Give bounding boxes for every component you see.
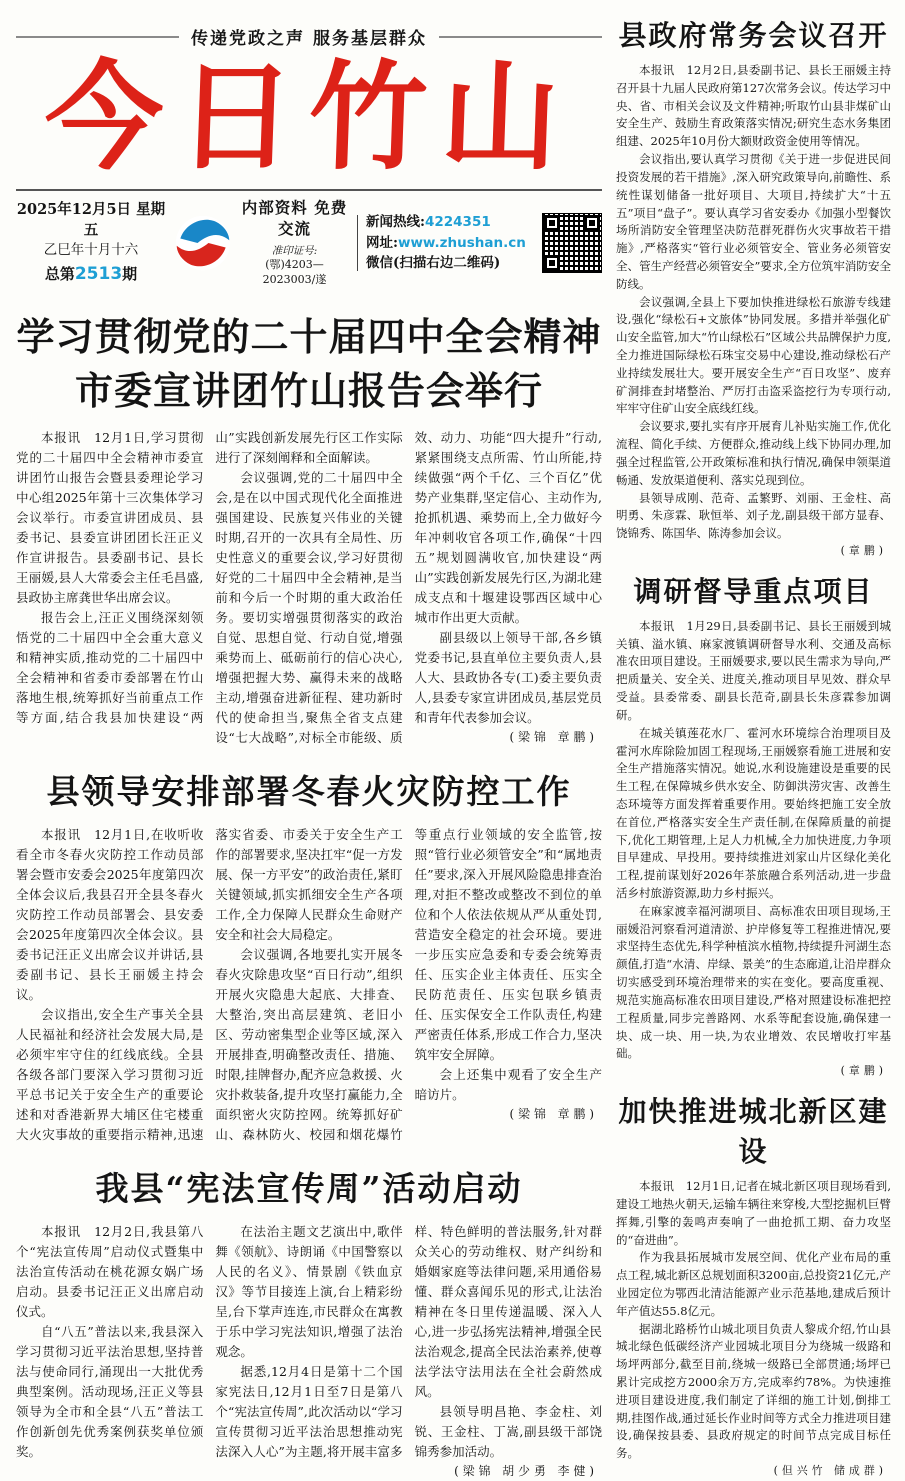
zhushan-logo-icon [174,214,232,272]
paragraph: 会上还集中观看了安全生产暗访片。 [414,1066,602,1102]
qr-finder-icon [584,215,600,231]
article-body [16,428,602,748]
wechat-qr-code [542,213,602,273]
issue-prefix: 总第 [44,265,75,284]
byline: (章鹏) [840,1064,887,1078]
paragraph: 据湖北路桥竹山城北项目负责人黎成介绍,竹山县城北绿色低碳经济产业园城北项目分为绕城一级路和场坪两部分,截至目前,绕城一级路已全部贯通;场坪已累计完成挖方2000余万方,完成率约78%。为快速推进项目建设进度,我们制定了详细的施工计划,倒排工期,挂图作战,通过延长作业时间等方式全力推进项目建设,确保按县委、县政府规定的时间节点完成目标任务。 [616,1321,891,1461]
issue-suffix: 期 [122,265,138,284]
issue-number-line [16,262,166,287]
contact-block [366,212,534,275]
article-body [616,1178,891,1480]
paragraph: 本报讯 12月1日,记者在城北新区项目现场看到,建设工地热火朝天,运输车辆往来穿梭,大型挖掘机巨臂挥舞,引擎的轰鸣声奏响了一曲抢抓工期、奋力攻坚的“奋进曲”。 [616,1179,891,1247]
hotline-number: 4224351 [424,213,491,230]
wechat-line: 微信(扫描右边二维码) [366,255,501,272]
paragraph: 报告会上,汪正义围绕深刻领悟党的二十届四中全会重大意义和精神实质,推动党的二十届四中全会精神和省委市委部署在竹山落地生根,统筹抓好当前重点工作等方面,结合我县加快建设“两山”实践创新发展先行区工作实际进行了深刻阐释和全面解读。 [16,429,403,725]
publication-date: 2025年12月5日 星期五 [16,200,166,239]
right-column [616,10,891,1478]
paragraph: 县领导明昌艳、李金柱、刘锐、王金柱、丁嵩,副县级干部饶锦秀参加活动。 [414,1403,602,1459]
headline-line-2: 市委宣讲团竹山报告会举行 [74,367,543,413]
article-body [616,62,891,560]
slogan-rule-right [439,36,602,38]
masthead-slogan: 传递党政之声 服务基层群众 [191,29,427,49]
article-headline: 加快推进城北新区建设 [618,1095,889,1169]
hotline-line [366,212,534,233]
article-headline: 县领导安排部署冬春火灾防控工作 [46,771,572,811]
paragraph: 会议指出,要认真学习贯彻《关于进一步促进民间投资发展的若干措施》,深入研究政策导向,前瞻性、系统性谋划储备一批好项目、大项目,持续扩大“十五五”项目“盘子”。要认真学习省安委办《加强小型餐饮场所消防安全管理坚决防范群死群伤火灾事故若干措施》,严格落实“管行业必须管安全、管业务必须管安全、管生产经营必须管安全”要求,全方位筑牢消防安全防线。 [616,152,891,291]
paragraph: 本报讯 12月1日,学习贯彻党的二十届四中全会精神市委宣讲团竹山报告会暨县委理论学习中心组2025年第十三次集体学习会议举行。市委宣讲团成员、县委书记、县委宣讲团团长汪正义作宣讲报告。县委副书记、县长王丽媛,县人大常委会主任毛昌盛,县政协主席龚世华出席会议。 [16,429,204,605]
byline: (梁锦 胡少勇 李健) [454,1463,598,1478]
headline-line-1: 学习贯彻党的二十届四中全会精神 [16,313,602,359]
masthead [16,24,602,294]
date-block [16,199,166,287]
article-plenary-report [16,310,602,748]
qr-finder-icon [544,255,560,271]
article-headline: 我县“宪法宣传周”活动启动 [95,1168,523,1208]
paragraph: 会议强调,各地要扎实开展冬春火灾除患攻坚“百日行动”,组织开展火灾隐患大起底、大排查、大整治,突出高层建筑、老旧小区、劳动密集型企业等区域,深入开展排查,明确整改责任、措施、时限,挂牌督办,配齐应急救援、火灾扑救装备,提升攻坚打赢能力,全面织密火灾防控网。统筹抓好矿山、森林防火、校园和烟花爆竹等重点行业领域的安全监管,按照“管行业必须管安全”和“属地责任”要求,深入开展风险隐患排查治理,对拒不整改或整改不到位的单位和个人依法依规从严从重处罚,营造安全稳定的社会环境。要进一步压实应急委和专委会统筹责任、压实企业主体责任、压实全民防范责任、压实包联乡镇责任、压实保安全工作队责任,构建严密责任体系,形成工作合力,坚决筑牢安全屏障。 [215,826,602,1142]
article-constitution-week [16,1163,602,1481]
article-paragraphs [616,62,891,543]
qr-finder-icon [544,215,560,231]
paragraph: 自“八五”普法以来,我县深入学习贯彻习近平法治思想,坚持普法与使命同行,涌现出一大批优秀典型案例。活动现场,汪正义等县领导为全市和全县“八五”普法工作创新创先优秀案例获奖单位颁奖。 [16,1323,204,1459]
article-headline: 县政府常务会议召开 [618,19,889,52]
info-divider [357,215,358,271]
paragraph: 本报讯 12月1日,在收听收看全市冬春火灾防控工作动员部署会暨市安委会2025年度第四次全体会议后,我县召开全县冬春火灾防控工作动员部署会、县安委会2025年度第四次全体会议。县委书记汪正义出席会议并讲话,县委副书记、县长王丽媛主持会议。 [16,826,204,1002]
byline: (但兴竹 储成群) [773,1464,887,1478]
website-url: www.zhushan.cn [397,234,526,251]
article-key-projects-research [616,570,891,1080]
paragraph: 会议指出,安全生产事关全县人民福祉和经济社会发展大局,是必须牢牢守住的红线底线。全县各级各部门要深入学习贯彻习近平总书记关于安全生产的重要论述和对香港新界大埔区住宅楼重大火灾事故的重要指示精神,迅速落实省委、市委关于安全生产工作的部署要求,坚决扛牢“促一方发展、保一方平安”的政治责任,紧盯关键领域,抓实抓细安全生产各项工作,全力保障人民群众生命财产安全和社会大局稳定。 [16,826,403,1142]
paragraph: 本报讯 12月2日,县委副书记、县长王丽媛主持召开县十九届人民政府第127次常务会议。传达学习中央、省、市相关会议及文件精神;听取竹山县非煤矿山安全生产、鼓励生育政策落实情况;研究生态水务集团组建、2025年10月份大额财政资金使用等情况。 [616,63,891,149]
article-fire-prevention [16,766,602,1145]
paragraph: 本报讯 12月2日,我县第八个“宪法宣传周”启动仪式暨集中法治宣传活动在桃花源女娲广场启动。县委书记汪正义出席启动仪式。 [16,1223,204,1319]
paragraph: 会议要求,要扎实有序开展育儿补贴实施工作,优化流程、简化手续、方便群众,推动线上线下协同办理,加强全过程监管,公开政策标准和执行情况,确保申领渠道畅通、发放渠道便利、落实兑现到位。 [616,419,891,487]
article-gov-executive-meeting [616,14,891,560]
paragraph: 在城关镇莲花水厂、霍河水环境综合治理项目及霍河水库除险加固工程现场,王丽媛察看施工进展和安全生产措施落实情况。她说,水利设施建设是重要的民生工程,在保障城乡供水安全、防御洪涝灾害、改善生态环境等方面发挥着重要作用。要始终把施工安全放在首位,严格落实安全生产责任制,在保障质量的前提下,优化工期管理,上足人力机械,全力加快进度,力争项目早建成、早投用。要持续推进刘家山片区绿化美化工程,提前谋划好2026年茶旅融合系列活动,进一步盘活乡村旅游资源,助力乡村振兴。 [616,725,891,901]
website-line [366,233,534,254]
article-body [16,825,602,1145]
print-license-label: 准印证号: [271,245,318,257]
article-headline [16,310,602,418]
paragraph: 据悉,12月4日是第十二个国家宪法日,12月1日至7日是第八个“宪法宣传周”,此次活动以“学习宣传贯彻习近平法治思想推动宪法深入人心”为主题,将开展丰富多样、特色鲜明的普法服务,针对群众关心的劳动维权、财产纠纷和婚姻家庭等法律问题,采用通俗易懂、群众喜闻乐见的形式,让法治精神在冬日里传递温暖、深入人心,进一步弘扬宪法精神,增强全民法治观念,提高全民法治素养,使尊法学法守法用法在全社会蔚然成风。 [215,1223,602,1459]
slogan-rule-left [16,36,179,38]
byline: (梁锦 章鹏) [509,729,598,744]
left-column [16,10,602,1478]
paragraph: 会议强调,党的二十届四中全会,是在以中国式现代化全面推进强国建设、民族复兴伟业的关键时期,召开的一次具有全局性、历史性意义的重要会议,学习好贯彻好党的二十届四中全会精神,是当前和今后一个时期的重大政治任务。要切实增强贯彻落实的政治自觉、思想自觉、行动自觉,增强乘势而上、砥砺前行的信心决心,增强把握大势、赢得未来的战略主动,增强奋进新征程、建功新时代的使命担当,聚焦全省支点建设“七大战略”,对标全市能级、质效、动力、功能“四大提升”行动,紧紧围绕支点所需、竹山所能,持续做强“两个千亿、三个百亿”优势产业集群,坚定信心、主动作为,抢抓机遇、乘势而上,全力做好今年冲刺收官各项工作,确保“十四五”规划圆满收官,加快建设“两山”实践创新发展先行区,为湖北建成支点和十堰建设鄂西区域中心城市作出更大贡献。 [215,429,602,745]
byline: (章鹏) [840,543,887,557]
paragraph: 本报讯 1月29日,县委副书记、县长王丽媛到城关镇、溢水镇、麻家渡镇调研督导水利、交通及高标准农田项目建设。王丽媛要求,要以民生需求为导向,严把质量关、安全关、进度关,推动项目早见效、群众早受益。县委常委、副县长范奇,副县长朱彦霖参加调研。 [616,618,891,722]
website-label: 网址: [366,234,398,251]
byline: (梁锦 章鹏) [509,1106,598,1121]
article-body [16,1222,602,1481]
print-license-number: (鄂)4203—2023003/遂 [262,258,327,287]
internal-info-block [240,198,349,288]
hotline-label: 新闻热线: [366,213,425,230]
paragraph: 在麻家渡幸福河湖项目、高标准农田项目现场,王丽媛沿河察看河道清淤、护岸修复等工程推进情况,要求坚持生态优先,科学种植滨水植物,持续提升河湖生态颜值,打造“水清、岸绿、景美”的生态廊道,让沿岸群众切实感受到环境治理带来的实在变化。要高度重视、规范实施高标准农田项目建设,严格对照建设标准把控工程质量,同步完善路网、水系等配套设施,确保建一块、成一块、用一块,为农业增效、农民增收打牢基础。 [616,903,891,1061]
paragraph: 会议强调,全县上下要加快推进绿松石旅游专线建设,强化“绿松石+文旅体”协同发展。多措并举强化矿山安全监管,加大“竹山绿松石”区域公共品牌保护力度,全力推进国际绿松石珠宝交易中心建设,推动绿松石产业持续发展壮大。要开展安全生产“百日攻坚”、废弃矿洞排查封堵整治、严厉打击盗采盗挖行为专项行动,牢牢守住矿山安全底线红线。 [616,294,891,416]
article-paragraphs [616,618,891,1063]
newspaper-title: 今日竹山 [42,47,576,186]
article-chengbei-new-district [616,1090,891,1480]
issue-number: 2513 [74,264,123,285]
lunar-date: 乙巳年十月十六 [43,241,139,258]
article-paragraphs [16,825,602,1145]
article-paragraphs [16,428,602,748]
paragraph: 县领导成刚、范奇、孟繁野、刘丽、王金柱、高明勇、朱彦霖、耿恒举、刘子龙,副县级干部方显春、饶锦秀、陈国华、陈涛参加会议。 [616,490,891,541]
internal-note: 内部资料 免费交流 [241,198,348,239]
paragraph: 副县级以上领导干部,各乡镇党委书记,县直单位主要负责人,县人大、县政协各专(工)委主要负责人,县委专家宣讲团成员,基层党员和青年代表参加会议。 [414,629,602,725]
masthead-info-bar [16,189,602,294]
article-headline: 调研督导重点项目 [633,574,874,608]
slogan-row [16,24,602,49]
article-paragraphs [16,1222,602,1481]
article-body [616,618,891,1080]
article-paragraphs [616,1178,891,1463]
paragraph: 在法治主题文艺演出中,歌伴舞《领航》、诗朗诵《中国警察以人民的名义》、情景剧《铁血京汉》等节目接连上演,台上精彩纷呈,台下掌声连连,市民群众在寓教于乐中学习宪法知识,增强了法治观念。 [215,1223,403,1359]
paragraph: 作为我县拓展城市发展空间、优化产业布局的重点工程,城北新区总规划面积3200亩,总投资21亿元,产业园定位为鄂西北清洁能源产业示范基地,建成后预计年产值达55.8亿元。 [616,1250,891,1318]
